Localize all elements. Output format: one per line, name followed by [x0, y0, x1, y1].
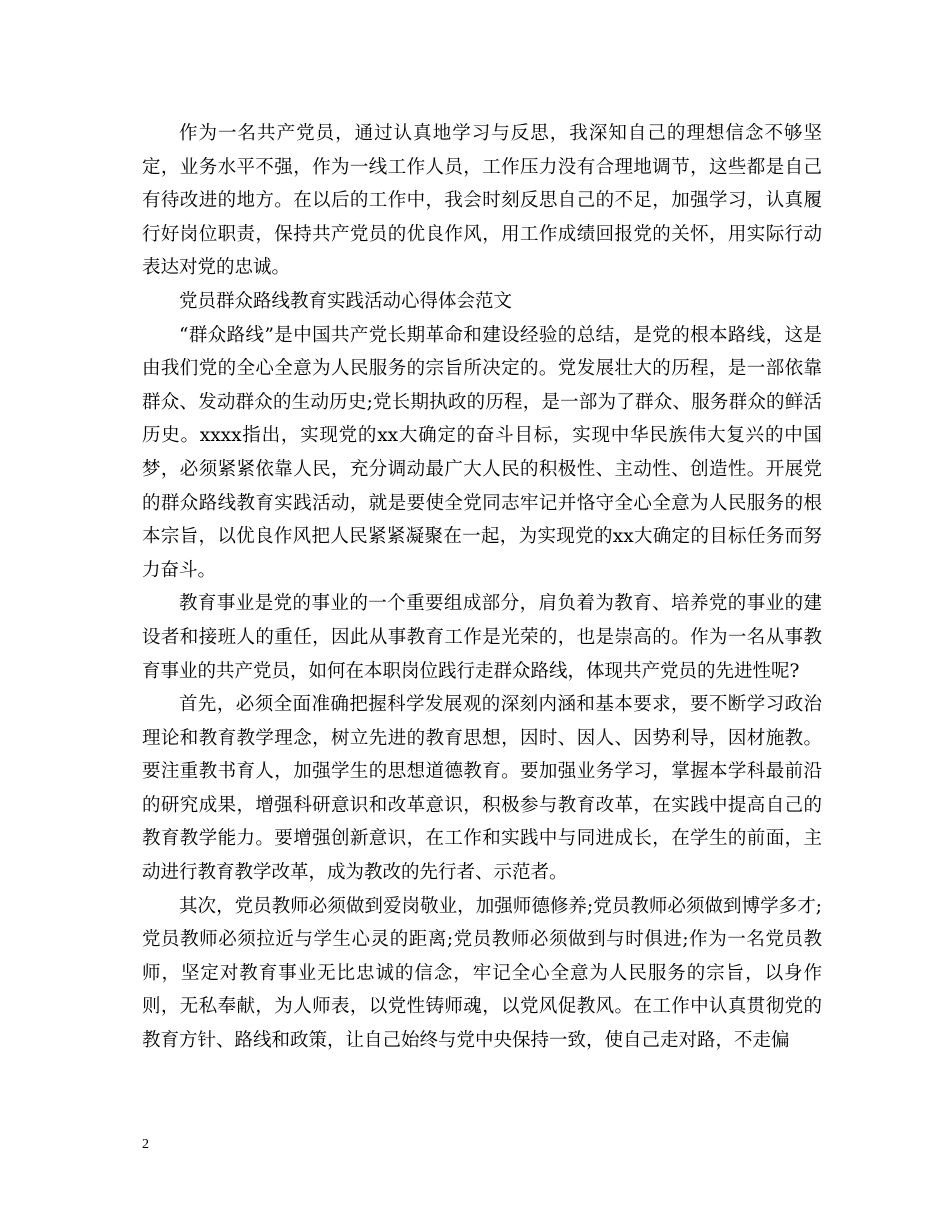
paragraph-mass-line: “群众路线”是中国共产党长期革命和建设经验的总结，是党的根本路线，这是由我们党的全心全意为人民服务的宗旨所决定的。党发展壮大的历程，是一部依靠群众、发动群众的生动历史;党长期执政的历程，是一部为了群众、服务群众的鲜活历史。xxxx指出，实现党的xx大确定的奋斗目标，实现中华民族伟大复兴的中国梦，必须紧紧依靠人民，充分调动最广大人民的积极性、主动性、创造性。开展党的群众路线教育实践活动，就是要使全党同志牢记并恪守全心全意为人民服务的根本宗旨，以优良作风把人民紧紧凝聚在一起，为实现党的xx大确定的目标任务而努力奋斗。: [142, 324, 822, 581]
paragraph-first: 首先，必须全面准确把握科学发展观的深刻内涵和基本要求，要不断学习政治理论和教育教学理念，树立先进的教育思想，因时、因人、因势利导，因材施教。要注重教书育人，加强学生的思想道德教育。要加强业务学习，掌握本学科最前沿的研究成果，增强科研意识和改革意识，积极参与教育改革，在实践中提高自己的教育教学能力。要增强创新意识，在工作和实践中与同进成长，在学生的前面，主动进行教育教学改革，成为教改的先行者、示范者。: [142, 694, 822, 884]
section-heading: 党员群众路线教育实践活动心得体会范文: [179, 290, 513, 312]
paragraph-education-career: 教育事业是党的事业的一个重要组成部分，肩负着为教育、培养党的事业的建设者和接班人的重任，因此从事教育工作是光荣的，也是崇高的。作为一名从事教育事业的共产党员，如何在本职岗位践行走群众路线，体现共产党员的先进性呢?: [142, 593, 822, 682]
page-number: 2: [142, 1137, 149, 1152]
body-text: [142, 117, 822, 1058]
paragraph-reflection: 作为一名共产党员，通过认真地学习与反思，我深知自己的理想信念不够坚定，业务水平不强，作为一线工作人员，工作压力没有合理地调节，这些都是自己有待改进的地方。在以后的工作中，我会时刻反思自己的不足，加强学习，认真履行好岗位职责，保持共产党员的优良作风，用工作成绩回报党的关怀，用实际行动表达对党的忠诚。: [142, 123, 822, 279]
paragraph-second: 其次，党员教师必须做到爱岗敬业，加强师德修养;党员教师必须做到博学多才;党员教师必须拉近与学生心灵的距离;党员教师必须做到与时俱进;作为一名党员教师，坚定对教育事业无比忠诚的信念，牢记全心全意为人民服务的宗旨，以身作则，无私奉献，为人师表，以党性铸师魂，以党风促教风。在工作中认真贯彻党的教育方针、路线和政策，让自己始终与党中央保持一致，使自己走对路，不走偏: [142, 895, 822, 1052]
